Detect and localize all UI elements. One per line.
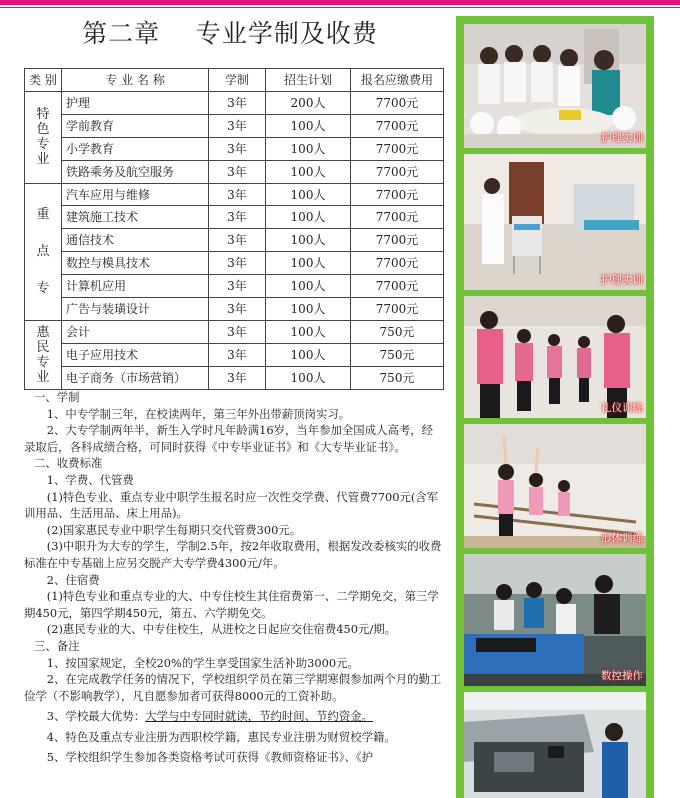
fee-cell: 7700元 [351,275,444,298]
major-name: 会计 [62,320,209,343]
header-major: 专 业 名 称 [62,69,209,92]
note-text: (1)特色专业和重点专业的大、中专住校生其住宿费第一、二学期免交，第三学期450元，第四学期450元，第五、六学期免交。 [24,589,439,620]
years-cell: 3年 [209,92,266,115]
fee-cell: 7700元 [351,160,444,183]
note-text: 1、中专学制三年，在校读两年，第三年外出带薪顶岗实习。 [46,406,351,421]
major-name: 电子应用技术 [62,343,209,366]
table-row [25,298,444,321]
category-cell [25,320,62,389]
years-cell: 3年 [209,298,266,321]
photo-column [456,16,654,798]
cnc-operation-photo [464,554,646,686]
table-row [25,183,444,206]
plan-cell: 100人 [266,298,351,321]
category-label: 重 点 专 [36,207,50,297]
photo-caption: 礼仪训练 [601,402,643,414]
plan-cell: 100人 [266,183,351,206]
table-row [25,229,444,252]
fee-cell: 7700元 [351,92,444,115]
table-header-row [25,69,444,92]
table-row [25,92,444,115]
header-fee: 报名应缴费用 [351,69,444,92]
major-name: 学前教育 [62,114,209,137]
fee-cell: 750元 [351,366,444,389]
years-cell: 3年 [209,137,266,160]
major-name: 数控与模具技术 [62,252,209,275]
plan-cell: 100人 [266,343,351,366]
section-title-schooling: 一、学制 [34,390,80,404]
category-cell [25,92,62,184]
top-accent-bar [0,0,680,5]
auto-repair-photo [464,692,646,798]
major-name: 建筑施工技术 [62,206,209,229]
category-cell [25,183,62,320]
fee-cell: 750元 [351,320,444,343]
nursing-practice-photo [464,154,646,290]
note-text: (2)国家惠民专业中职学生每期只交代管费300元。 [46,522,302,537]
posture-training-photo [464,424,646,548]
category-label: 惠 民 专 业 [36,324,50,385]
years-cell: 3年 [209,275,266,298]
note-text: 2、大专学制两年半，新生入学时凡年龄满16岁，当年参加全国成人高考，经录取后，各科成绩合格，可同时获得《中专毕业证书》和《大专毕业证书》。 [24,423,434,454]
major-name: 电子商务（市场营销） [62,366,209,389]
table-row [25,252,444,275]
plan-cell: 100人 [266,366,351,389]
note-text: 4、特色及重点专业注册为西职校学籍，惠民专业注册为财贸校学籍。 [46,729,396,744]
photo-caption: 护理实训 [601,274,643,286]
fee-cell: 7700元 [351,229,444,252]
fee-cell: 7700元 [351,252,444,275]
plan-cell: 100人 [266,137,351,160]
header-plan: 招生计划 [266,69,351,92]
major-name: 通信技术 [62,229,209,252]
note-text: (2)惠民专业的大、中专住校生，从进校之日起应交住宿费450元/期。 [46,622,397,637]
note-text: 5、学校组织学生参加各类资格考试可获得《教师资格证书》、《护 [46,750,373,765]
photo-caption: 护理实训 [601,132,643,144]
table-row [25,275,444,298]
header-years: 学制 [209,69,266,92]
note-text: (1)特色专业、重点专业中职学生报名时应一次性交学费、代管费7700元(含军训用品、生活用品、床上用品)。 [24,489,439,521]
category-label: 特 色 专 业 [36,107,50,168]
plan-cell: 100人 [266,114,351,137]
plan-cell: 100人 [266,320,351,343]
years-cell: 3年 [209,206,266,229]
plan-cell: 100人 [266,229,351,252]
section-title-remarks: 三、备注 [34,638,80,653]
major-name: 铁路乘务及航空服务 [62,160,209,183]
plan-cell: 100人 [266,160,351,183]
years-cell: 3年 [209,229,266,252]
note-text: 1、按国家规定，全校20%的学生享受国家生活补助3000元。 [46,655,359,670]
table-row [25,160,444,183]
fee-cell: 7700元 [351,298,444,321]
plan-cell: 100人 [266,206,351,229]
major-name: 广告与装璜设计 [62,298,209,321]
table-row [25,320,444,343]
note-text [24,708,444,725]
table-row [25,114,444,137]
years-cell: 3年 [209,114,266,137]
fee-cell: 7700元 [351,137,444,160]
major-name: 小学教育 [62,137,209,160]
years-cell: 3年 [209,183,266,206]
table-row [25,137,444,160]
plan-cell: 100人 [266,252,351,275]
fee-cell: 7700元 [351,206,444,229]
note-advantage-prefix: 3、学校最大优势： [46,709,146,724]
years-cell: 3年 [209,160,266,183]
section-title-fees: 二、收费标准 [34,456,103,471]
plan-cell: 100人 [266,275,351,298]
photo-caption: 数控操作 [601,670,643,682]
years-cell: 3年 [209,366,266,389]
major-name: 计算机应用 [62,275,209,298]
table-row [25,343,444,366]
header-category: 类 别 [25,69,62,92]
note-text: (3)中职升为大专的学生，学制2.5年，按2年收取费用，根据发改委核实的收费标准在中专基础上应另交脱产大专学费4300元/年。 [24,539,442,570]
table-row [25,206,444,229]
notes-section [24,389,444,766]
note-text: 1、学费、代管费 [46,472,134,487]
fee-table [24,68,444,390]
note-advantage-highlight: 大学与中专同时就读，节约时间、节约资金。 [145,709,373,724]
note-text: 2、住宿费 [46,572,100,587]
years-cell: 3年 [209,343,266,366]
fee-cell: 7700元 [351,114,444,137]
fee-cell: 750元 [351,343,444,366]
nursing-training-photo [464,24,646,148]
table-row [25,366,444,389]
note-text: 2、在完成教学任务的情况下，学校组织学员在第三学期寒假参加两个月的勤工俭学（不影响教学），凡自愿参加者可获得8000元的工资补助。 [24,672,442,703]
plan-cell: 200人 [266,92,351,115]
years-cell: 3年 [209,320,266,343]
top-accent-line [0,7,680,8]
page-title: 第二章 专业学制及收费 [82,19,378,48]
photo-caption: 形体训练 [601,532,643,544]
fee-cell: 7700元 [351,183,444,206]
major-name: 汽车应用与维修 [62,183,209,206]
etiquette-training-photo [464,296,646,418]
major-name: 护理 [62,92,209,115]
years-cell: 3年 [209,252,266,275]
